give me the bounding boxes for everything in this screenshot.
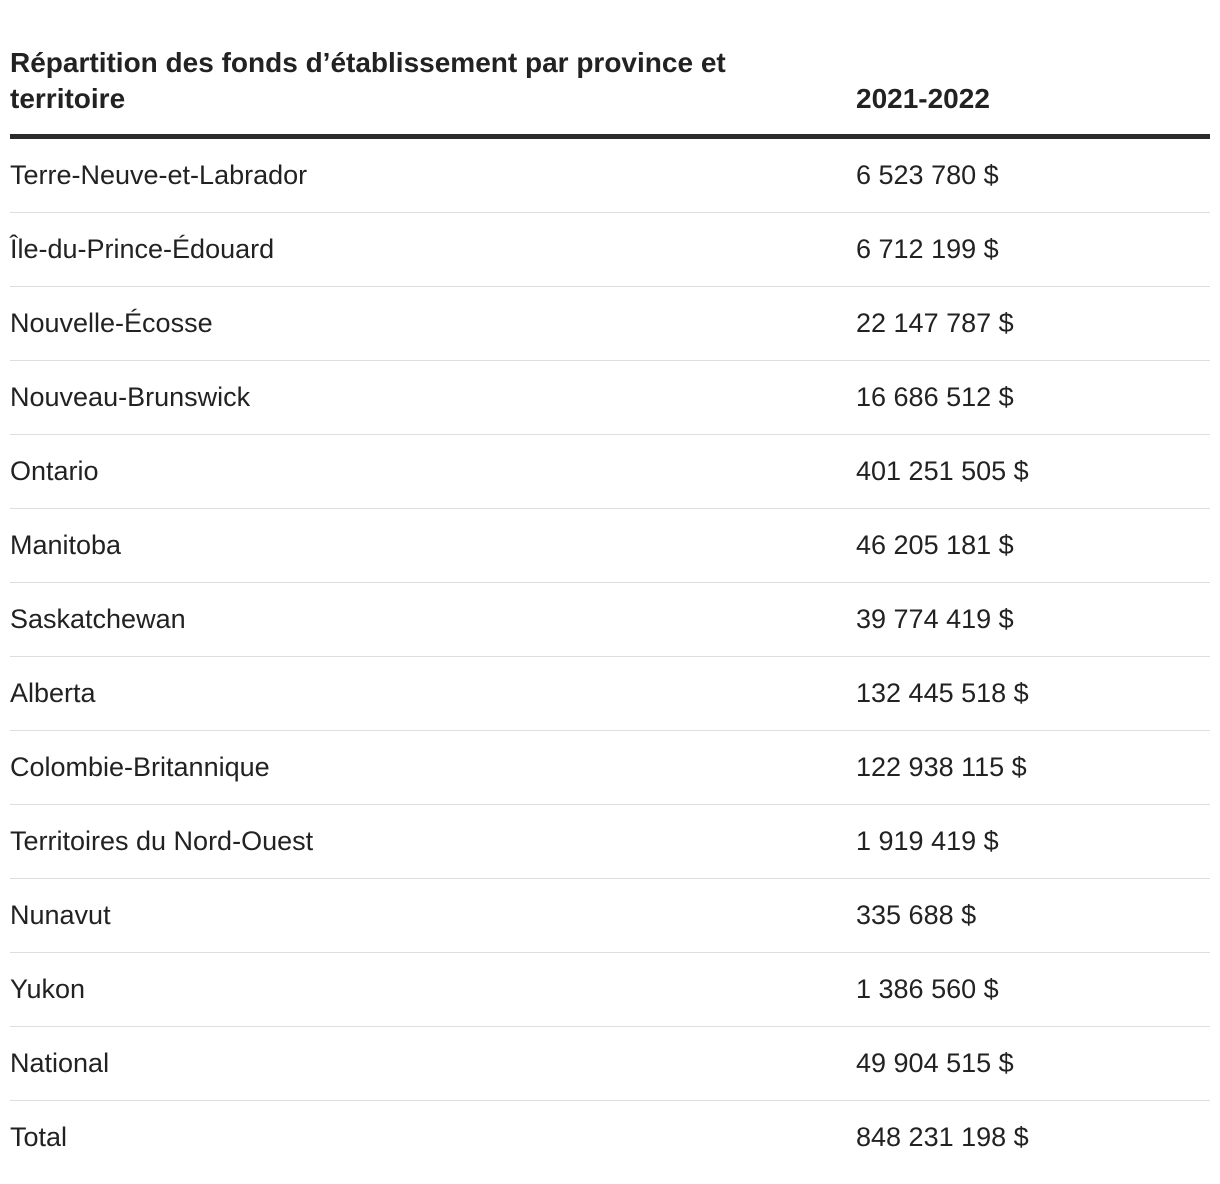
funding-amount: 46 205 181 $ [856,530,1014,560]
region-name: Ontario [10,456,99,486]
funding-amount: 39 774 419 $ [856,604,1014,634]
table-row [10,139,1210,213]
region-name: National [10,1048,110,1078]
table-row [10,879,1210,953]
funding-amount: 848 231 198 $ [856,1122,1029,1152]
region-name: Yukon [10,974,86,1004]
region-name: Nouvelle-Écosse [10,308,213,338]
funding-amount: 1 919 419 $ [856,826,999,856]
table-row [10,731,1210,805]
region-name: Nouveau-Brunswick [10,382,251,412]
funding-amount: 22 147 787 $ [856,308,1014,338]
region-name: Île-du-Prince-Édouard [10,234,275,264]
table-row [10,657,1210,731]
region-name: Colombie-Britannique [10,752,270,782]
table-row [10,583,1210,657]
table-row [10,953,1210,1027]
funding-amount: 122 938 115 $ [856,752,1027,782]
region-name: Total [10,1122,68,1152]
column-header-year: 2021-2022 [856,83,990,114]
region-name: Manitoba [10,530,122,560]
funding-amount: 6 523 780 $ [856,160,999,190]
table-row [10,435,1210,509]
table-row [10,213,1210,287]
region-name: Terre-Neuve-et-Labrador [10,160,308,190]
region-name: Nunavut [10,900,111,930]
column-header-region: Répartition des fonds d’établissement par province et territoire [10,47,726,114]
funding-amount: 335 688 $ [856,900,977,930]
funding-table [10,0,1210,1174]
funding-amount: 1 386 560 $ [856,974,999,1004]
funding-amount: 6 712 199 $ [856,234,999,264]
table-header [10,0,1210,139]
funding-amount: 16 686 512 $ [856,382,1014,412]
table-row [10,509,1210,583]
table-row [10,361,1210,435]
table-row [10,805,1210,879]
table-row [10,1027,1210,1101]
table-row [10,1101,1210,1174]
funding-amount: 132 445 518 $ [856,678,1029,708]
funding-amount: 49 904 515 $ [856,1048,1014,1078]
region-name: Territoires du Nord-Ouest [10,826,314,856]
table-row [10,287,1210,361]
region-name: Saskatchewan [10,604,186,634]
table-body [10,139,1210,1174]
region-name: Alberta [10,678,96,708]
funding-amount: 401 251 505 $ [856,456,1029,486]
